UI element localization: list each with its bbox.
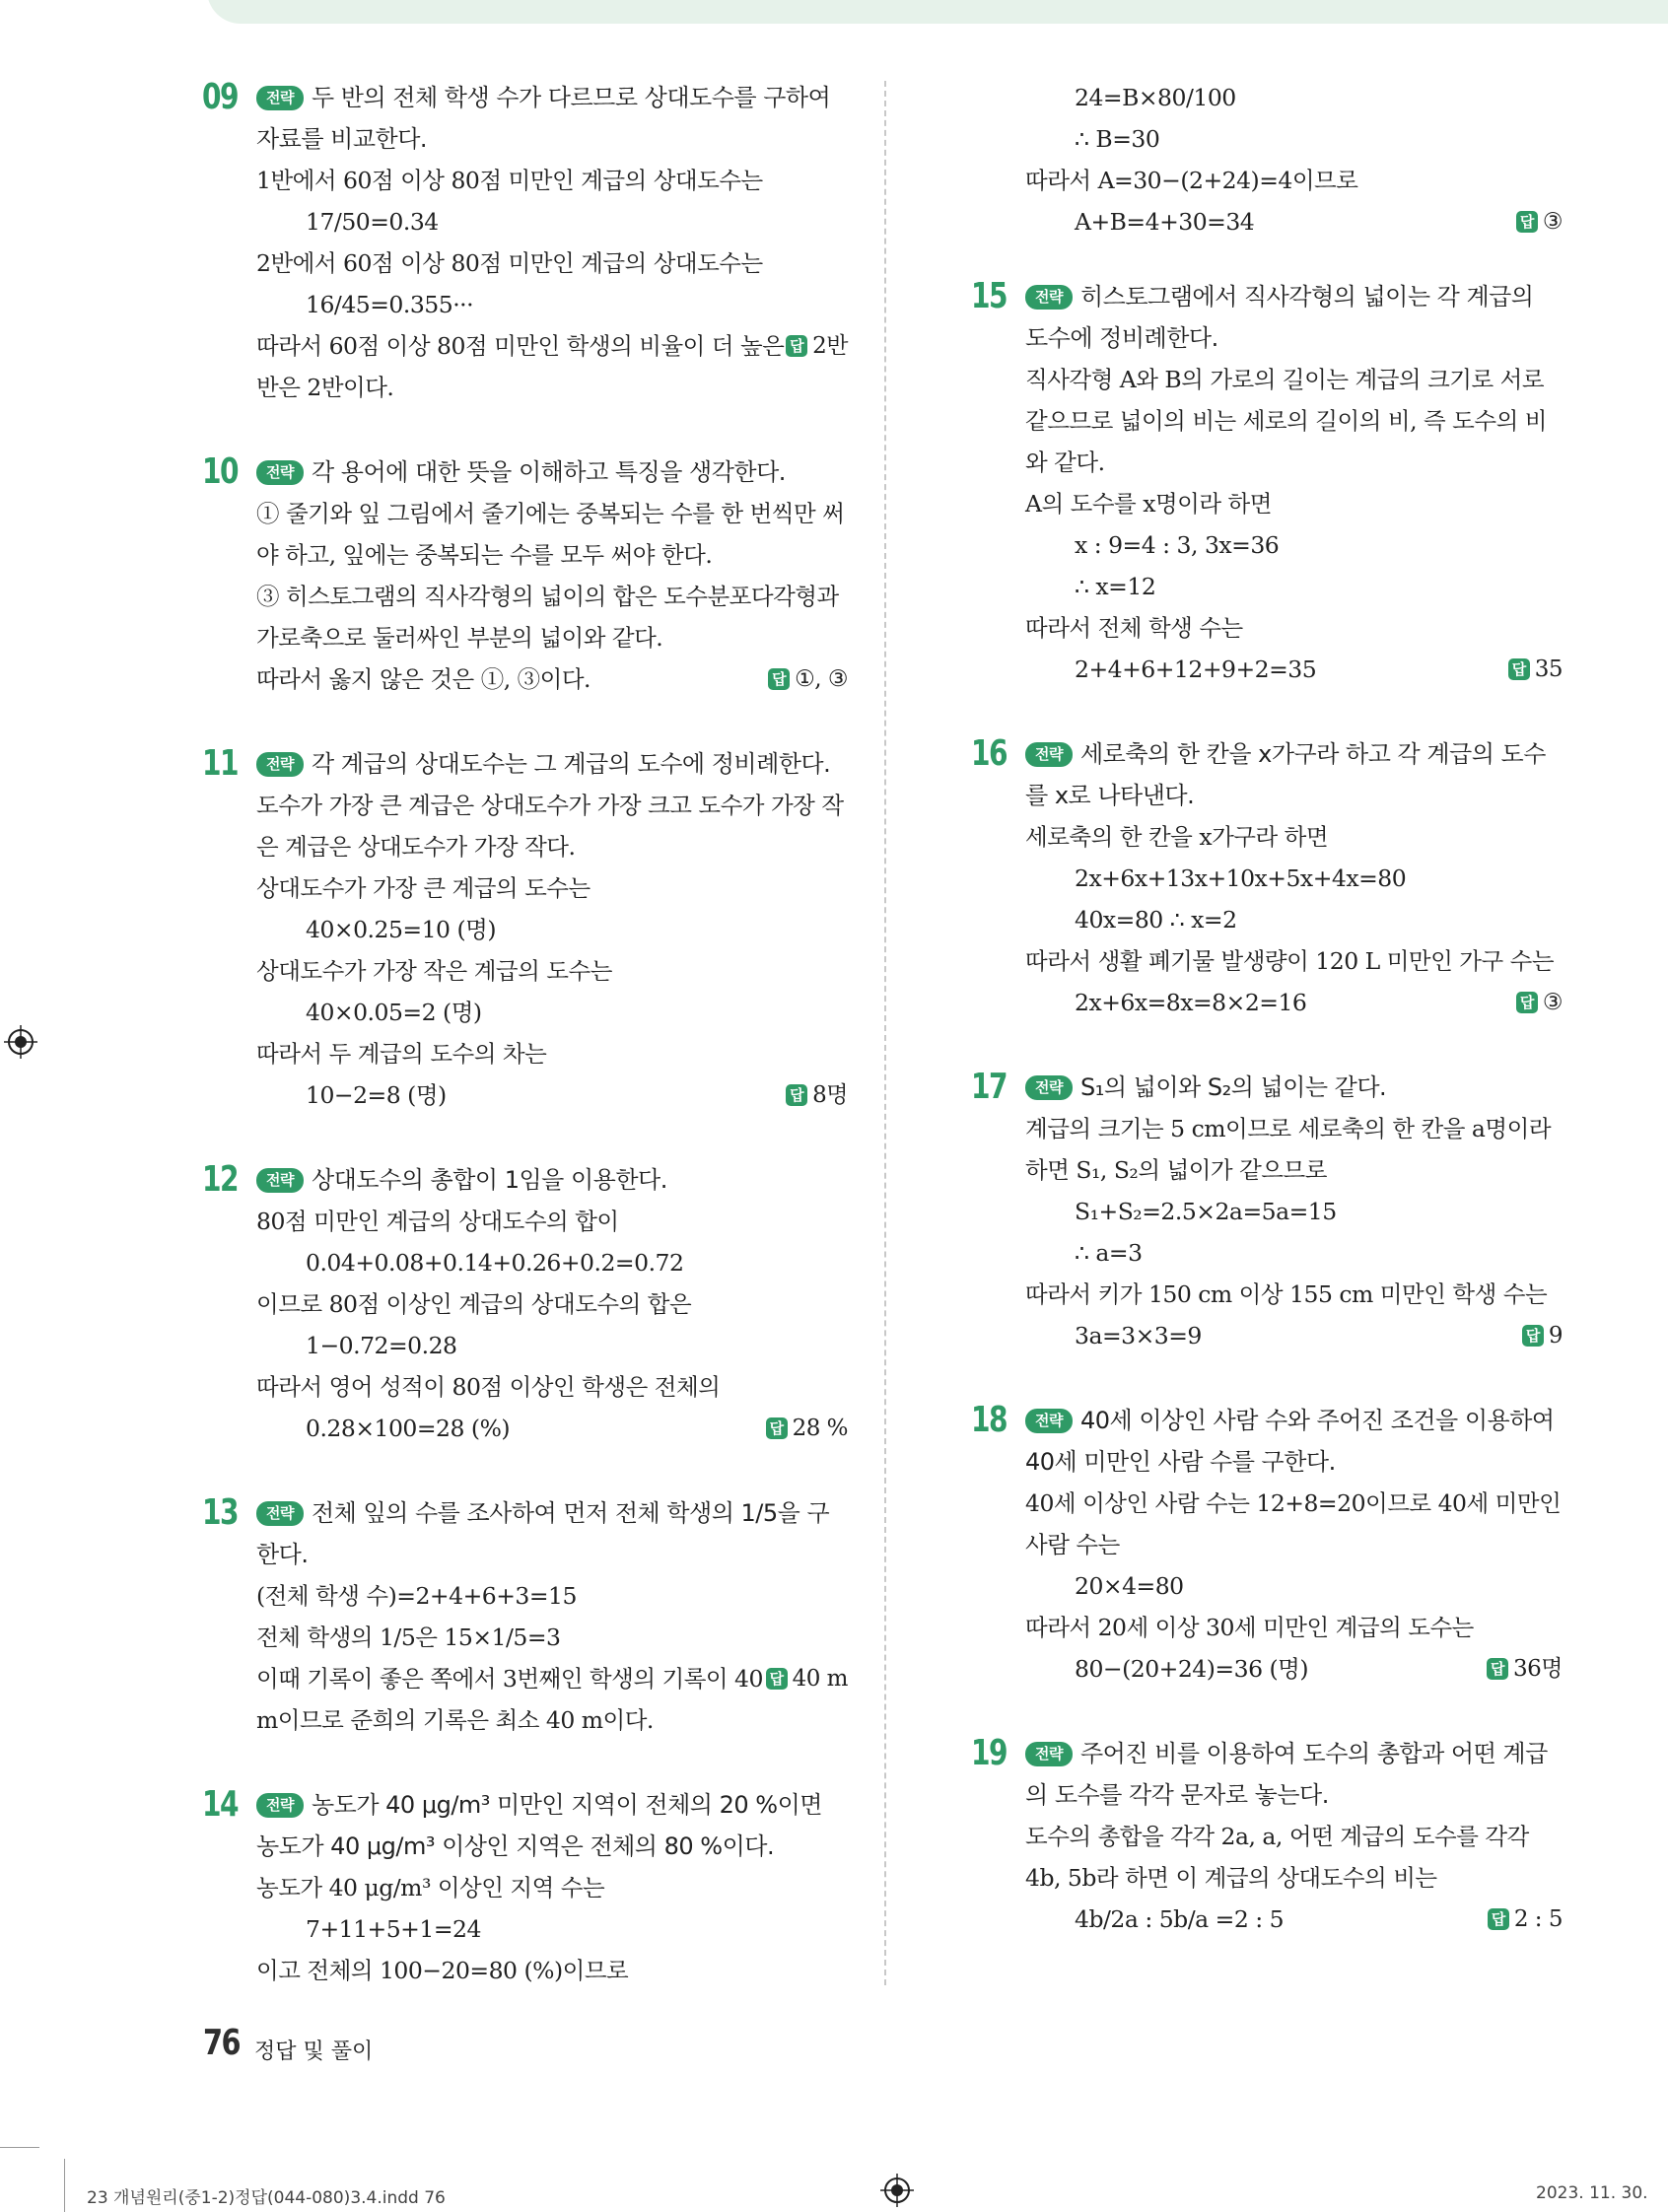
answer-text: ①, ③ bbox=[795, 666, 848, 692]
solution-line bbox=[256, 1867, 848, 1908]
solution-text: 도수가 가장 큰 계급은 상대도수가 가장 크고 도수가 가장 작은 계급은 상대도수가 가장 작다. bbox=[256, 792, 844, 861]
solution-text: 40×0.05=2 (명) bbox=[306, 999, 482, 1026]
solution-line bbox=[256, 576, 848, 658]
problem-number: 09 bbox=[202, 77, 238, 117]
solution-line bbox=[256, 201, 848, 242]
solution-line bbox=[1025, 524, 1563, 566]
strategy-badge: 전략 bbox=[1025, 1075, 1073, 1100]
solution-text: 이때 기록이 좋은 쪽에서 3번째인 학생의 기록이 40 m이므로 준희의 기록은 최소 40 m이다. bbox=[256, 1665, 763, 1734]
answer-badge-icon: 답 bbox=[1487, 1658, 1508, 1680]
answer-badge-icon: 답 bbox=[766, 1668, 788, 1690]
solution-text: 16/45=0.355··· bbox=[306, 291, 474, 318]
solution-line bbox=[1025, 607, 1563, 649]
problem-number: 12 bbox=[202, 1159, 238, 1200]
solution-text: ① 줄기와 잎 그림에서 줄기에는 중복되는 수를 한 번씩만 써야 하고, 잎에는 중복되는 수를 모두 써야 한다. bbox=[256, 500, 845, 569]
solution-text: 0.28×100=28 (%) bbox=[306, 1415, 511, 1442]
strategy-text: 세로축의 한 칸을 x가구라 하고 각 계급의 도수를 x로 나타낸다. bbox=[1025, 740, 1546, 809]
solution-line bbox=[1025, 160, 1563, 201]
solution-line bbox=[1025, 1607, 1563, 1648]
solution-text: 따라서 60점 이상 80점 미만인 학생의 비율이 더 높은 반은 2반이다. bbox=[256, 332, 785, 401]
solution-text: 40x=80 ∴ x=2 bbox=[1075, 906, 1237, 933]
solution-text: 1−0.72=0.28 bbox=[306, 1332, 457, 1359]
problem-number: 13 bbox=[202, 1492, 238, 1533]
solution-text: 따라서 키가 150 cm 이상 155 cm 미만인 학생 수는 bbox=[1025, 1280, 1548, 1308]
problem-number: 11 bbox=[202, 743, 238, 784]
column-divider bbox=[884, 81, 886, 1985]
strategy-line bbox=[256, 1492, 848, 1575]
solution-text: 상대도수가 가장 작은 계급의 도수는 bbox=[256, 957, 612, 985]
section-label: 정답 및 풀이 bbox=[254, 2039, 374, 2064]
answer-text: 35 bbox=[1534, 657, 1563, 682]
problem-number: 10 bbox=[202, 451, 238, 492]
solution-text: 따라서 전체 학생 수는 bbox=[1025, 614, 1243, 642]
solution-line bbox=[256, 1408, 848, 1449]
solution-text: 이고 전체의 100−20=80 (%)이므로 bbox=[256, 1957, 629, 1984]
strategy-text: 40세 이상인 사람 수와 주어진 조건을 이용하여 40세 미만인 사람 수를 구한다. bbox=[1025, 1407, 1555, 1476]
problem-17 bbox=[971, 1067, 1563, 1356]
right-column bbox=[971, 77, 1563, 1983]
solution-line bbox=[256, 1908, 848, 1950]
strategy-badge: 전략 bbox=[1025, 1742, 1073, 1766]
answer bbox=[766, 1408, 848, 1449]
solution-line bbox=[256, 242, 848, 284]
solution-text: 80−(20+24)=36 (명) bbox=[1075, 1655, 1309, 1683]
strategy-text: 각 계급의 상대도수는 그 계급의 도수에 정비례한다. bbox=[311, 750, 831, 778]
problem-body bbox=[1025, 1400, 1563, 1690]
solution-text: 2x+6x=8x=8×2=16 bbox=[1075, 989, 1307, 1016]
slug-file: 23 개념원리(중1-2)정답(044-080)3.4.indd 76 bbox=[87, 2188, 446, 2208]
solution-line bbox=[1025, 940, 1563, 982]
solution-text: 2x+6x+13x+10x+5x+4x=80 bbox=[1075, 864, 1407, 892]
strategy-text: S₁의 넓이와 S₂의 넓이는 같다. bbox=[1079, 1073, 1387, 1101]
strategy-line bbox=[256, 77, 848, 160]
solution-text: 40×0.25=10 (명) bbox=[306, 916, 497, 943]
answer-badge-icon: 답 bbox=[1522, 1325, 1544, 1347]
registration-mark-icon bbox=[4, 1025, 37, 1059]
solution-text: 따라서 20세 이상 30세 미만인 계급의 도수는 bbox=[1025, 1614, 1474, 1641]
answer bbox=[786, 325, 848, 367]
strategy-line bbox=[256, 1784, 848, 1867]
solution-text: 4b/2a : 5b/a =2 : 5 bbox=[1075, 1905, 1285, 1933]
solution-text: 따라서 생활 폐기물 발생량이 120 L 미만인 가구 수는 bbox=[1025, 947, 1555, 975]
slug-date: 2023. 11. 30. bbox=[1536, 2183, 1648, 2203]
answer bbox=[1508, 649, 1563, 690]
problem-number: 19 bbox=[971, 1733, 1007, 1773]
strategy-badge: 전략 bbox=[256, 752, 304, 777]
problem-13 bbox=[202, 1492, 848, 1741]
strategy-line bbox=[1025, 1733, 1563, 1816]
answer-badge-icon: 답 bbox=[1516, 211, 1538, 233]
problem-number: 18 bbox=[971, 1400, 1007, 1440]
solution-line bbox=[1025, 1315, 1563, 1356]
solution-line bbox=[256, 160, 848, 201]
answer-text: 2반 bbox=[812, 333, 848, 359]
problem-body bbox=[1025, 276, 1563, 690]
solution-line bbox=[1025, 483, 1563, 524]
solution-line bbox=[256, 950, 848, 992]
solution-text: 0.04+0.08+0.14+0.26+0.2=0.72 bbox=[306, 1249, 684, 1277]
strategy-line bbox=[256, 1159, 848, 1201]
answer-text: 2 : 5 bbox=[1513, 1906, 1563, 1932]
solution-line bbox=[256, 1366, 848, 1408]
answer-text: 8명 bbox=[812, 1082, 848, 1108]
strategy-badge: 전략 bbox=[1025, 1409, 1073, 1433]
problem-body bbox=[256, 1159, 848, 1449]
solution-text: 계급의 크기는 5 cm이므로 세로축의 한 칸을 a명이라 하면 S₁, S₂의 넓이가 같으므로 bbox=[1025, 1115, 1552, 1184]
solution-line bbox=[1025, 1899, 1563, 1940]
solution-text: 2반에서 60점 이상 80점 미만인 계급의 상대도수는 bbox=[256, 249, 763, 277]
strategy-text: 각 용어에 대한 뜻을 이해하고 특징을 생각한다. bbox=[311, 458, 786, 486]
solution-line bbox=[1025, 118, 1563, 160]
solution-text: 직사각형 A와 B의 가로의 길이는 계급의 크기로 서로 같으므로 넓이의 비는 세로의 길이의 비, 즉 도수의 비와 같다. bbox=[1025, 366, 1547, 476]
answer bbox=[1522, 1315, 1563, 1356]
solution-text: 이므로 80점 이상인 계급의 상대도수의 합은 bbox=[256, 1290, 692, 1318]
header-band bbox=[207, 0, 1668, 24]
answer-badge-icon: 답 bbox=[1508, 658, 1530, 680]
solution-text: ∴ x=12 bbox=[1075, 573, 1156, 600]
solution-text: 3a=3×3=9 bbox=[1075, 1322, 1202, 1349]
strategy-badge: 전략 bbox=[256, 1168, 304, 1193]
solution-text: 80점 미만인 계급의 상대도수의 합이 bbox=[256, 1208, 619, 1235]
solution-line bbox=[1025, 982, 1563, 1023]
strategy-text: 주어진 비를 이용하여 도수의 총합과 어떤 계급의 도수를 각각 문자로 놓는다. bbox=[1025, 1740, 1548, 1809]
problem-body bbox=[256, 77, 848, 408]
answer-text: ③ bbox=[1542, 990, 1563, 1015]
strategy-line bbox=[256, 743, 848, 785]
solution-line bbox=[256, 284, 848, 325]
problem-12 bbox=[202, 1159, 848, 1449]
answer bbox=[1488, 1899, 1563, 1940]
solution-line bbox=[1025, 649, 1563, 690]
problem-number: 16 bbox=[971, 733, 1007, 774]
problem-body bbox=[1025, 733, 1563, 1023]
solution-line bbox=[1025, 899, 1563, 940]
solution-line bbox=[256, 992, 848, 1033]
solution-line bbox=[1025, 1565, 1563, 1607]
solution-text: 1반에서 60점 이상 80점 미만인 계급의 상대도수는 bbox=[256, 167, 763, 194]
solution-text: 10−2=8 (명) bbox=[306, 1081, 447, 1109]
registration-mark-icon bbox=[880, 2174, 914, 2207]
strategy-badge: 전략 bbox=[256, 86, 304, 110]
solution-text: 전체 학생의 1/5은 15×1/5=3 bbox=[256, 1624, 561, 1651]
solution-line bbox=[256, 1074, 848, 1116]
problem-body bbox=[256, 1784, 848, 1991]
solution-text: S₁+S₂=2.5×2a=5a=15 bbox=[1075, 1198, 1337, 1225]
answer-badge-icon: 답 bbox=[786, 335, 807, 357]
solution-text: 상대도수가 가장 큰 계급의 도수는 bbox=[256, 874, 591, 902]
problem-number: 15 bbox=[971, 276, 1007, 316]
solution-text: 농도가 40 μg/m³ 이상인 지역 수는 bbox=[256, 1874, 605, 1901]
solution-text: 따라서 옳지 않은 것은 ①, ③이다. bbox=[256, 665, 591, 693]
answer bbox=[1487, 1648, 1563, 1690]
left-column bbox=[202, 77, 848, 2035]
answer bbox=[768, 658, 848, 700]
solution-line bbox=[256, 325, 848, 408]
solution-line bbox=[256, 909, 848, 950]
solution-line bbox=[256, 1658, 848, 1741]
problem-18 bbox=[971, 1400, 1563, 1690]
strategy-line bbox=[1025, 1400, 1563, 1483]
crop-mark bbox=[0, 2147, 39, 2148]
crop-mark bbox=[64, 2159, 65, 2212]
solution-line bbox=[256, 658, 848, 700]
solution-text: 세로축의 한 칸을 x가구라 하면 bbox=[1025, 823, 1329, 851]
solution-line bbox=[1025, 1483, 1563, 1565]
solution-line bbox=[1025, 816, 1563, 858]
solution-text: 7+11+5+1=24 bbox=[306, 1915, 481, 1943]
strategy-line bbox=[1025, 733, 1563, 816]
answer-badge-icon: 답 bbox=[1516, 992, 1538, 1013]
solution-line bbox=[1025, 1816, 1563, 1899]
solution-text: 2+4+6+12+9+2=35 bbox=[1075, 656, 1317, 683]
page-number: 76 bbox=[203, 2023, 240, 2063]
strategy-line bbox=[256, 451, 848, 493]
answer-text: 40 m bbox=[792, 1666, 848, 1692]
problem-number: 14 bbox=[202, 1784, 238, 1825]
strategy-badge: 전략 bbox=[256, 1793, 304, 1818]
solution-text: 따라서 영어 성적이 80점 이상인 학생은 전체의 bbox=[256, 1373, 721, 1401]
answer-badge-icon: 답 bbox=[768, 668, 790, 690]
strategy-text: 상대도수의 총합이 1임을 이용한다. bbox=[311, 1166, 667, 1194]
solution-line bbox=[1025, 1191, 1563, 1232]
solution-line bbox=[1025, 1648, 1563, 1690]
solution-line bbox=[256, 785, 848, 867]
solution-line bbox=[256, 1575, 848, 1617]
strategy-text: 히스토그램에서 직사각형의 넓이는 각 계급의 도수에 정비례한다. bbox=[1025, 283, 1534, 352]
solution-line bbox=[256, 1201, 848, 1242]
solution-text: 17/50=0.34 bbox=[306, 208, 439, 236]
solution-line bbox=[256, 867, 848, 909]
answer-text: ③ bbox=[1542, 209, 1563, 235]
problem-body bbox=[256, 743, 848, 1116]
answer bbox=[1516, 201, 1563, 242]
solution-text: 도수의 총합을 각각 2a, a, 어떤 계급의 도수를 각각 4b, 5b라 하면 이 계급의 상대도수의 비는 bbox=[1025, 1823, 1529, 1892]
solution-line bbox=[1025, 566, 1563, 607]
solution-line bbox=[1025, 77, 1563, 118]
solution-line bbox=[1025, 359, 1563, 483]
strategy-line bbox=[1025, 1067, 1563, 1108]
strategy-badge: 전략 bbox=[256, 460, 304, 485]
solution-text: ③ 히스토그램의 직사각형의 넓이의 합은 도수분포다각형과 가로축으로 둘러싸인 부분의 넓이와 같다. bbox=[256, 583, 839, 652]
solution-line bbox=[256, 1242, 848, 1283]
problem-14-continued bbox=[971, 77, 1563, 242]
problem-number: 17 bbox=[971, 1067, 1007, 1107]
problem-body bbox=[1025, 77, 1563, 242]
solution-line bbox=[256, 493, 848, 576]
problem-10 bbox=[202, 451, 848, 700]
solution-line bbox=[256, 1033, 848, 1074]
problem-15 bbox=[971, 276, 1563, 690]
strategy-badge: 전략 bbox=[1025, 285, 1073, 310]
solution-text: 따라서 A=30−(2+24)=4이므로 bbox=[1025, 167, 1358, 194]
solution-line bbox=[1025, 1232, 1563, 1274]
problem-14 bbox=[202, 1784, 848, 1991]
strategy-text: 전체 잎의 수를 조사하여 먼저 전체 학생의 1/5을 구한다. bbox=[256, 1499, 830, 1568]
problem-16 bbox=[971, 733, 1563, 1023]
problem-body bbox=[256, 451, 848, 700]
solution-text: ∴ a=3 bbox=[1075, 1239, 1143, 1267]
solution-text: 40세 이상인 사람 수는 12+8=20이므로 40세 미만인 사람 수는 bbox=[1025, 1489, 1562, 1558]
answer-text: 28 % bbox=[792, 1416, 848, 1441]
solution-line bbox=[1025, 1274, 1563, 1315]
problem-19 bbox=[971, 1733, 1563, 1940]
solution-line bbox=[256, 1325, 848, 1366]
solution-text: x : 9=4 : 3, 3x=36 bbox=[1075, 531, 1280, 559]
solution-line bbox=[1025, 1108, 1563, 1191]
answer-text: 36명 bbox=[1513, 1656, 1563, 1682]
strategy-line bbox=[1025, 276, 1563, 359]
answer bbox=[766, 1658, 848, 1699]
strategy-badge: 전략 bbox=[1025, 742, 1073, 767]
solution-line bbox=[256, 1617, 848, 1658]
answer-text: 9 bbox=[1548, 1323, 1563, 1348]
answer-badge-icon: 답 bbox=[786, 1084, 807, 1106]
solution-line bbox=[1025, 201, 1563, 242]
solution-text: 20×4=80 bbox=[1075, 1572, 1184, 1600]
solution-text: 24=B×80/100 bbox=[1075, 84, 1236, 111]
solution-line bbox=[256, 1950, 848, 1991]
answer bbox=[786, 1074, 848, 1116]
solution-text: A+B=4+30=34 bbox=[1075, 208, 1255, 236]
strategy-badge: 전략 bbox=[256, 1501, 304, 1526]
answer bbox=[1516, 982, 1563, 1023]
problem-body bbox=[1025, 1733, 1563, 1940]
solution-text: ∴ B=30 bbox=[1075, 125, 1160, 153]
answer-badge-icon: 답 bbox=[1488, 1908, 1509, 1930]
problem-11 bbox=[202, 743, 848, 1116]
solution-text: 따라서 두 계급의 도수의 차는 bbox=[256, 1040, 547, 1068]
strategy-text: 두 반의 전체 학생 수가 다르므로 상대도수를 구하여 자료를 비교한다. bbox=[256, 84, 831, 153]
problem-09 bbox=[202, 77, 848, 408]
solution-text: (전체 학생 수)=2+4+6+3=15 bbox=[256, 1582, 577, 1610]
solution-text: A의 도수를 x명이라 하면 bbox=[1025, 490, 1272, 518]
problem-body bbox=[1025, 1067, 1563, 1356]
solution-line bbox=[256, 1283, 848, 1325]
strategy-text: 농도가 40 μg/m³ 미만인 지역이 전체의 20 %이면 농도가 40 μg/m³ 이상인 지역은 전체의 80 %이다. bbox=[256, 1791, 822, 1860]
answer-badge-icon: 답 bbox=[766, 1417, 788, 1439]
problem-body bbox=[256, 1492, 848, 1741]
solution-line bbox=[1025, 858, 1563, 899]
